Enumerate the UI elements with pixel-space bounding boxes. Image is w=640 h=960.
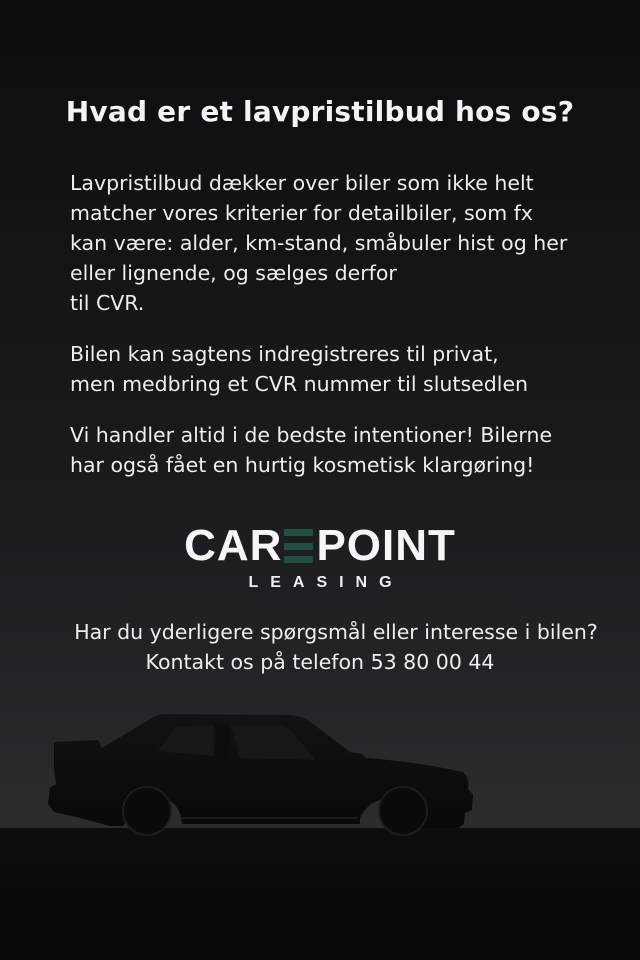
carepoint-logo	[0, 521, 640, 592]
logo-subtitle: LEASING	[248, 574, 404, 591]
text-line: matcher vores kriterier for detailbiler, som fx	[70, 201, 534, 225]
text-line: til CVR.	[70, 291, 145, 315]
logo-text-point: POINT	[316, 521, 456, 570]
paragraph-description	[70, 168, 590, 318]
logo-bar	[284, 529, 313, 536]
page-title: Hvad er et lavpristilbud hos os?	[65, 95, 575, 128]
car-silhouette-icon	[40, 700, 490, 850]
logo-bar	[284, 543, 313, 550]
text-line: eller lignende, og sælges derfor	[70, 261, 397, 285]
text-line: Bilen kan sagtens indregistreres til privat,	[70, 342, 499, 366]
contact-info	[0, 617, 640, 677]
contact-phone-line: Kontakt os på telefon 53 80 00 44	[145, 650, 495, 674]
logo-e-bars-icon	[284, 529, 313, 563]
text-line: har også fået en hurtig kosmetisk klargøring!	[70, 453, 535, 477]
contact-question: Har du yderligere spørgsmål eller interesse i bilen?	[74, 620, 598, 644]
text-line: Vi handler altid i de bedste intentioner! Bilerne	[70, 423, 553, 447]
paragraph-intentions	[70, 420, 590, 480]
text-line: kan være: alder, km-stand, småbuler hist og her	[70, 231, 568, 255]
logo-wordmark	[184, 521, 456, 570]
text-line: men medbring et CVR nummer til slutsedlen	[70, 372, 529, 396]
paragraph-registration	[70, 339, 590, 399]
text-line: Lavpristilbud dækker over biler som ikke helt	[70, 171, 534, 195]
logo-bar	[284, 556, 313, 563]
logo-text-car: CAR	[184, 521, 283, 570]
